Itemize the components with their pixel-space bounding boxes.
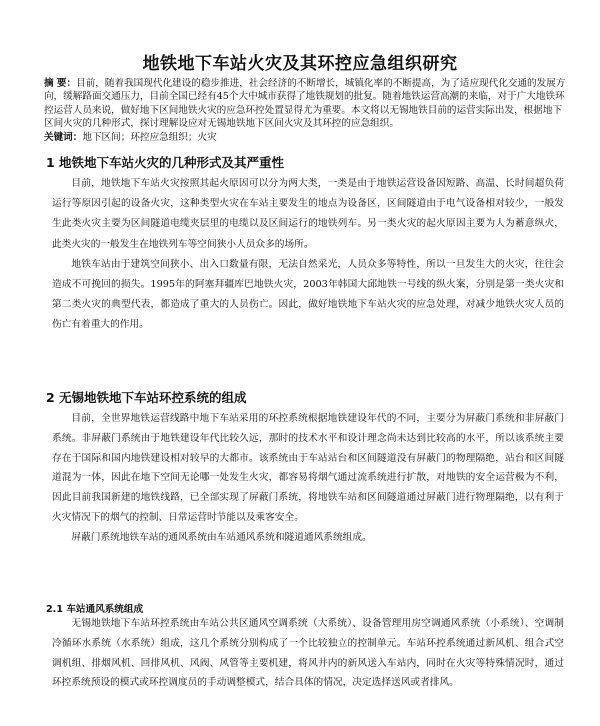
section-2-paragraph-1: 目前，全世界地铁运营线路中地下车站采用的环控系统根据地铁建设年代的不同，主要分为屏蔽门系统和非屏蔽门系统。非屏蔽门系统由于地铁建设年代比较久远，那时的技术水平和设计理念尚未达到比较高的水平，所以该系统主要存在于国际和国内地铁建设相对较早的大都市。该系统由于车站站台和区间隧道没有屏蔽门的物理隔绝，站台和区间隧道混为一体，因此在地下空间无论哪一处发生火灾，都容易将烟气通过流系统进行扩散，对地铁的安全运营极为不利，因此目前我国新建的地铁线路，已全部实现了屏蔽门系统，将地铁车站和区间隧道通过屏蔽门进行物理隔绝，以有利于火灾情况下的烟气的控制、日常运营时节能以及乘客安全。	[52, 413, 564, 523]
section-1-body	[52, 174, 564, 336]
section-2-body	[52, 409, 564, 548]
abstract-label: 摘 要：	[44, 78, 77, 89]
keywords-label: 关键词：	[44, 131, 83, 143]
section-1-paragraph-2: 地铁车站由于建筑空间狭小、出入口数量有限，无法自然采光，人员众多等特性，所以一旦发生大的火灾，往往会造成不可挽回的损失。1995年的阿塞拜疆库巴地铁火灾，2003年韩国大邱地铁一号线的纵火案，分别是第一类火灾和第二类火灾的典型代表，都造成了重大的人员伤亡。因此，做好地铁地下车站火灾的应急处理，对减少地铁火灾人员的伤亡有着重大的作用。	[52, 258, 564, 331]
abstract-block	[44, 77, 566, 144]
section-1-heading: 1 地铁地下车站火灾的几种形式及其严重性	[46, 155, 285, 170]
abstract-text: 目前，随着我国现代化建设的稳步推进，社会经济的不断增长，城镇化率的不断提高，为了适应现代化交通的发展方向，缓解路面交通压力，目前全国已经有45个大中城市获得了地铁规划的批复。随着地铁运营高潮的来临，对于广大地铁环控运营人员来说，做好地下区间地铁火灾的应急环控处置显得尤为重要。本文将以无锡地铁目前的运营实际出发，根据地下区间火灾的几种形式，探讨理解设应对无锡地铁地下区间火灾及其环控的应急组织。	[44, 78, 566, 130]
keywords-text: 地下区间；环控应急组织；火灾	[82, 131, 217, 143]
paper-title: 地铁地下车站火灾及其环控应急组织研究	[142, 54, 458, 74]
subsection-2-1-heading: 2.1 车站通风系统组成	[46, 604, 144, 615]
section-1-paragraph-1: 目前，地铁地下车站火灾按照其起火原因可以分为两大类，一类是由于地铁运营设备因短路、高温、长时间超负荷运行等原因引起的设备火灾，这种类型火灾在车站主要发生的地点为设备区，区间隧道由于电气设备相对较少，一般发生此类火灾主要为区间隧道电缆夹层里的电缆以及区间运行的地铁列车。另一类火灾的起火原因主要为人为蓄意纵火，此类火灾的一般发生在地铁列车等空间狭小人员众多的场所。	[52, 178, 564, 250]
subsection-2-1-body	[52, 614, 564, 693]
section-2-paragraph-2: 屏蔽门系统地铁车站的通风系统由车站通风系统和隧道通风系统组成。	[71, 531, 372, 543]
subsection-2-1-paragraph-1: 无锡地铁地下车站环控系统由车站公共区通风空调系统（大系统）、设备管理用房空调通风系统（小系统）、空调制冷循环水系统（水系统）组成，这几个系统分别构成了一个比较独立的控制单元。车站环控系统通过新风机、组合式空调机组、排烟风机、回排风机、风阀、风管等主要机建，将风井内的新风送入车站内，同时在火灾等特殊情况时，通过环控系统预设的模式或环控调度员的手动调整模式，结合具体的情况，决定选择送风或者排风。	[52, 618, 564, 689]
section-2-heading: 2 无锡地铁地下车站环控系统的组成	[46, 390, 247, 405]
